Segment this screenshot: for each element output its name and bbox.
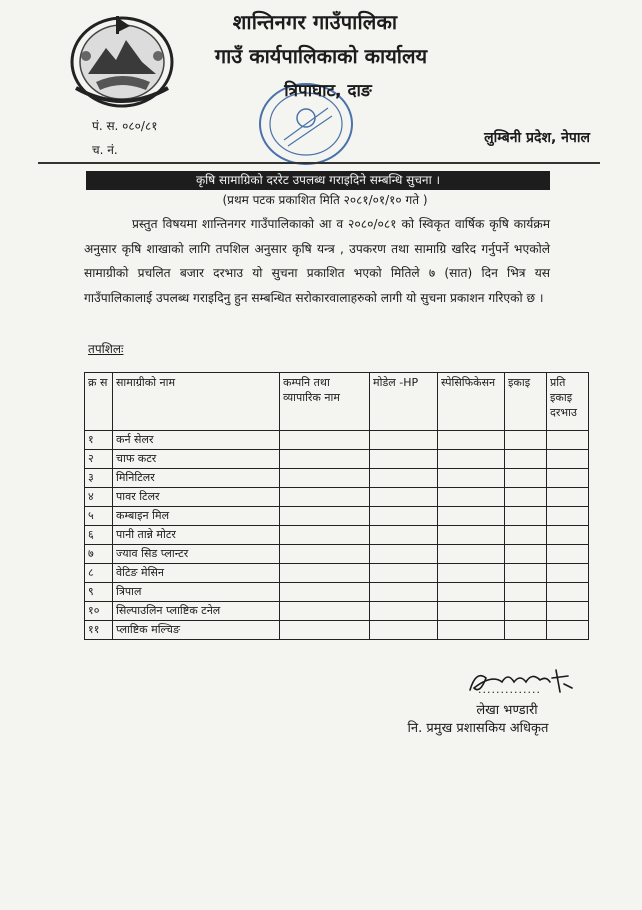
item-name-cell: प्लाष्टिक मल्चिङ [113, 621, 280, 640]
notice-subtitle: (प्रथम पटक प्रकाशित मिति २०८१/०१/१० गते ) [222, 193, 428, 207]
empty-cell [547, 602, 589, 621]
empty-cell [370, 450, 438, 469]
table-header-row [85, 373, 589, 431]
empty-cell [370, 545, 438, 564]
table-row [85, 526, 589, 545]
empty-cell [547, 450, 589, 469]
empty-cell [505, 583, 547, 602]
serial-cell: ७ [85, 545, 113, 564]
header-cell: मोडेल -HP [370, 373, 438, 431]
empty-cell [370, 488, 438, 507]
empty-cell [547, 545, 589, 564]
serial-cell: ६ [85, 526, 113, 545]
table-row [85, 507, 589, 526]
empty-cell [505, 469, 547, 488]
table-row [85, 583, 589, 602]
table-row [85, 431, 589, 450]
empty-cell [280, 526, 370, 545]
empty-cell [438, 526, 505, 545]
header-cell: स्पेसिफिकेसन [438, 373, 505, 431]
empty-cell [280, 545, 370, 564]
empty-cell [505, 431, 547, 450]
item-name-cell: पानी तान्ने मोटर [113, 526, 280, 545]
empty-cell [505, 564, 547, 583]
item-name-cell: चाफ कटर [113, 450, 280, 469]
notice-body-text: प्रस्तुत विषयमा शान्तिनगर गाउँपालिकाको आ व २०८०/०८१ को स्विकृत वार्षिक कृषि कार्यक्रम अनुसार कृषि शाखाको लागि तपशिल अनुसार कृषि यन्त्र , उपकरण तथा सामाग्रि खरिद गर्नुपर्ने भएकोले सामाग्रीको प्रचलित बजार दरभाउ यो सुचना प्रकाशित भएको मितिले ७ (सात) दिन भित्र यस गाउँपालिकालाई उपलब्ध गराइदिनु हुन सम्बन्धित सरोकारवालाहरुको लागी यो सुचना प्रकाशन गरिएको छ । [84, 217, 550, 305]
municipality-name: शान्तिनगर गाउँपालिका [232, 10, 398, 34]
signature-line: .............. [478, 683, 541, 696]
empty-cell [505, 621, 547, 640]
header-divider [38, 162, 600, 164]
empty-cell [280, 488, 370, 507]
empty-cell [280, 469, 370, 488]
empty-cell [280, 621, 370, 640]
item-name-cell: कर्न सेलर [113, 431, 280, 450]
dispatch-number: च. नं. [92, 143, 118, 157]
table-row [85, 621, 589, 640]
empty-cell [547, 507, 589, 526]
reference-number: पं. स. ०८०/८१ [92, 119, 158, 133]
empty-cell [547, 564, 589, 583]
serial-cell: ३ [85, 469, 113, 488]
serial-cell: ८ [85, 564, 113, 583]
serial-cell: २ [85, 450, 113, 469]
items-table [84, 372, 589, 640]
item-name-cell: पावर टिलर [113, 488, 280, 507]
empty-cell [370, 583, 438, 602]
serial-cell: ४ [85, 488, 113, 507]
notice-body [84, 212, 550, 310]
empty-cell [370, 507, 438, 526]
empty-cell [370, 602, 438, 621]
office-name: गाउँ कार्यपालिकाको कार्यालय [214, 44, 428, 68]
empty-cell [505, 545, 547, 564]
empty-cell [438, 583, 505, 602]
serial-cell: ५ [85, 507, 113, 526]
header-cell: इकाइ [505, 373, 547, 431]
empty-cell [547, 526, 589, 545]
item-name-cell: कम्बाइन मिल [113, 507, 280, 526]
signer-name: लेखा भण्डारी [476, 703, 538, 718]
empty-cell [547, 621, 589, 640]
table-row [85, 602, 589, 621]
serial-cell: १० [85, 602, 113, 621]
serial-cell: ९ [85, 583, 113, 602]
empty-cell [280, 507, 370, 526]
table-row [85, 469, 589, 488]
item-name-cell: त्रिपाल [113, 583, 280, 602]
serial-cell: ११ [85, 621, 113, 640]
table-label: तपशिलः [88, 342, 124, 356]
serial-cell: १ [85, 431, 113, 450]
empty-cell [438, 469, 505, 488]
empty-cell [505, 602, 547, 621]
empty-cell [438, 602, 505, 621]
item-name-cell: सिल्पाउलिन प्लाष्टिक टनेल [113, 602, 280, 621]
province-name: लुम्बिनी प्रदेश, नेपाल [484, 130, 590, 146]
empty-cell [280, 431, 370, 450]
empty-cell [547, 431, 589, 450]
table-row [85, 545, 589, 564]
empty-cell [547, 583, 589, 602]
empty-cell [280, 450, 370, 469]
header-cell: क्र स [85, 373, 113, 431]
empty-cell [370, 469, 438, 488]
signer-title: नि. प्रमुख प्रशासकिय अधिकृत [407, 721, 549, 736]
empty-cell [505, 450, 547, 469]
empty-cell [505, 488, 547, 507]
empty-cell [438, 564, 505, 583]
header-cell: सामाग्रीको नाम [113, 373, 280, 431]
empty-cell [280, 564, 370, 583]
empty-cell [438, 621, 505, 640]
table-row [85, 450, 589, 469]
item-name-cell: वेटिङ मेसिन [113, 564, 280, 583]
item-name-cell: ज्याव सिड प्लान्टर [113, 545, 280, 564]
table-row [85, 564, 589, 583]
empty-cell [438, 545, 505, 564]
item-name-cell: मिनिटिलर [113, 469, 280, 488]
notice-title: कृषि सामाग्रिको दररेट उपलब्ध गराइदिने सम्बन्धि सुचना । [86, 171, 550, 190]
nepal-emblem-icon [66, 10, 178, 110]
empty-cell [370, 431, 438, 450]
empty-cell [547, 488, 589, 507]
empty-cell [505, 507, 547, 526]
empty-cell [438, 488, 505, 507]
empty-cell [505, 526, 547, 545]
header-cell: कम्पनि तथा व्यापारिक नाम [280, 373, 370, 431]
empty-cell [280, 602, 370, 621]
empty-cell [370, 526, 438, 545]
empty-cell [547, 469, 589, 488]
empty-cell [438, 431, 505, 450]
empty-cell [438, 507, 505, 526]
empty-cell [370, 564, 438, 583]
empty-cell [438, 450, 505, 469]
empty-cell [280, 583, 370, 602]
header-cell: प्रति इकाइ दरभाउ [547, 373, 589, 431]
empty-cell [370, 621, 438, 640]
table-row [85, 488, 589, 507]
office-location: त्रिपाघाट, दाङ [284, 81, 372, 101]
